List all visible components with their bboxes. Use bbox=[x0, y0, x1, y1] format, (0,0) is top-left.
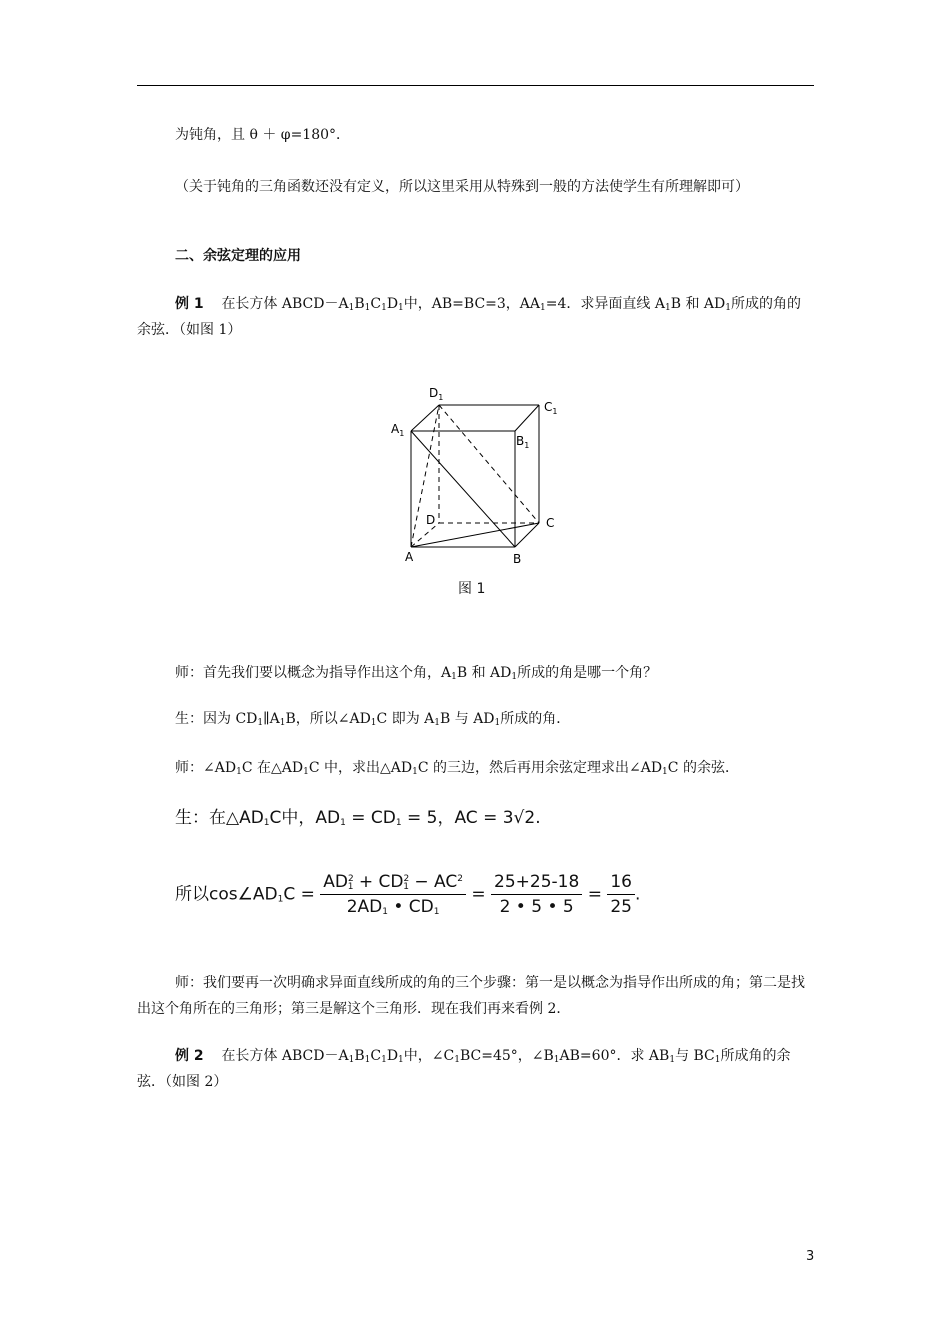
teacher-question: 师：首先我们要以概念为指导作出这个角，$A_1B$ 和 $AD_1$所成的角是哪一个角？ bbox=[175, 665, 658, 682]
para-obtuse: 为钝角，且 θ ＋ φ=180°． bbox=[175, 127, 351, 143]
teacher-steps: 师：我们要再一次明确求异面直线所成的角的三个步骤：第一是以概念为指导作出所成的角；第二是找出这个角所在的三角形；第三是解这个三角形．现在我们再来看例 2． bbox=[137, 975, 805, 1017]
figure-1-cuboid bbox=[388, 378, 568, 573]
label-c1: $C_1$ bbox=[544, 400, 558, 416]
section-heading: 二、余弦定理的应用 bbox=[175, 248, 301, 264]
fraction-numeric: $\frac{25+25-18}{2 • 5 • 5}$ bbox=[491, 872, 582, 917]
label-d: D bbox=[426, 513, 436, 527]
fraction-law-of-cosines: $\frac{AD^2_1 + CD^2_1 - AC^2}{2AD_1 • CD_1}$ bbox=[320, 872, 466, 917]
segment-a1b bbox=[411, 431, 515, 547]
teacher-instruction: 师：$\angle AD_1C$ 在$\triangle AD_1C$ 中，求出$\triangle AD_1C$ 的三边，然后再用余弦定理求出$\angle AD_1C$ 的余弦． bbox=[175, 760, 739, 777]
label-a: A bbox=[405, 550, 414, 564]
edge-b1c1 bbox=[515, 405, 539, 431]
label-a1: $A_1$ bbox=[391, 422, 405, 438]
label-d1: $D_1$ bbox=[429, 386, 444, 402]
label-b1: $B_1$ bbox=[516, 434, 530, 450]
label-b: B bbox=[513, 552, 522, 566]
math-triangle-sides: 生：在$\triangle AD_1C$中，$AD_1 = CD_1 = 5$，AC = 3√2. bbox=[175, 808, 541, 828]
header-rule bbox=[137, 85, 814, 86]
page-number: 3 bbox=[806, 1249, 815, 1264]
student-answer: 生：因为 $CD_1\parallel A_1B$，所以$\angle AD_1C$ 即为 $A_1B$ 与 $AD_1$所成的角． bbox=[175, 711, 571, 728]
example-2: 例 2 在长方体 $ABCD-A_1B_1C_1D_1$中，$\angle C_1BC=45^\circ$，$\angle B_1AB=60^\circ$．求 $AB_1$与 $BC_1$所成角的余弦．（如图 2） bbox=[137, 1048, 791, 1090]
para-note: （关于钝角的三角函数还没有定义，所以这里采用从特殊到一般的方法使学生有所理解即可） bbox=[175, 179, 749, 195]
fraction-result: $\frac{16}{25}$ bbox=[607, 872, 635, 917]
figure-caption: 图 1 bbox=[458, 581, 486, 597]
label-c: C bbox=[546, 516, 555, 530]
segment-d1c bbox=[439, 405, 539, 523]
edge-a1d1 bbox=[411, 405, 439, 431]
example-1: 例 1 在长方体 $ABCD-A_1B_1C_1D_1$中，AB=BC=3，$AA_1=4$．求异面直线 $A_1B$ 和 $AD_1$所成的角的余弦．（如图 1） bbox=[137, 296, 801, 338]
math-cosine-formula: 所以$\cos\angle AD_1C$ = $\frac{AD^2_1 + CD^2_1 - AC^2}{2AD_1 • CD_1}$ = $\frac{25+25-18}{2 • 5 • 5}$ = $\frac{16}{25}$ . bbox=[175, 872, 641, 917]
